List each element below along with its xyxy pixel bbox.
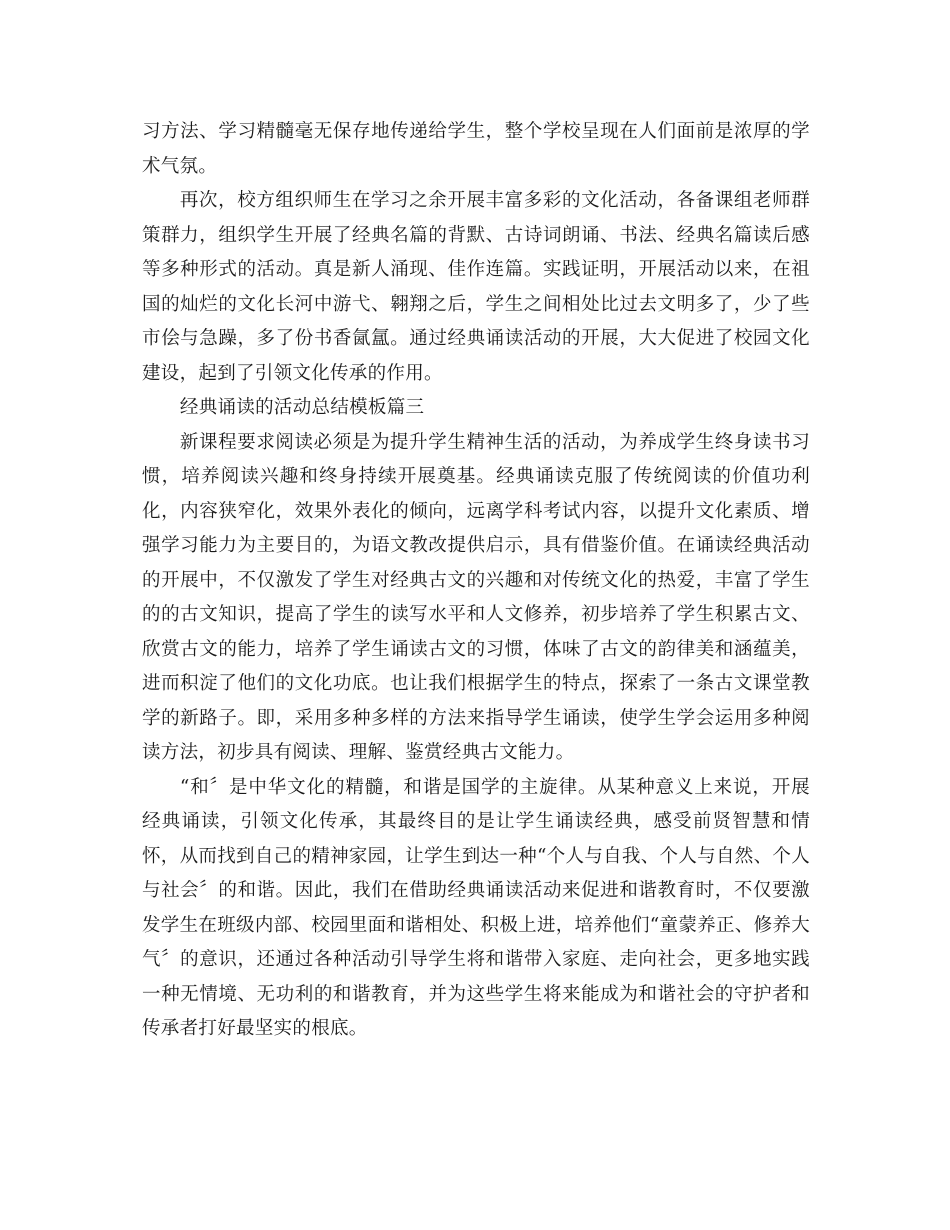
paragraph-new-curriculum: 新课程要求阅读必须是为提升学生精神生活的活动，为养成学生终身读书习惯，培养阅读兴趣和终身持续开展奠基。经典诵读克服了传统阅读的价值功利化，内容狭窄化，效果外表化的倾向，远离学科考试内容，以提升文化素质、增强学习能力为主要目的，为语文教改提供启示，具有借鉴价值。在诵读经典活动的开展中，不仅激发了学生对经典古文的兴趣和对传统文化的热爱，丰富了学生的的古文知识，提高了学生的读写水平和人文修养，初步培养了学生积累古文、欣赏古文的能力，培养了学生诵读古文的习惯，体味了古文的韵律美和涵蕴美，进而积淀了他们的文化功底。也让我们根据学生的特点，探索了一条古文课堂教学的新路子。即，采用多种多样的方法来指导学生诵读，使学生学会运用多种阅读方法，初步具有阅读、理解、鉴赏经典古文能力。: [142, 431, 810, 763]
paragraph-activities: 再次，校方组织师生在学习之余开展丰富多彩的文化活动，各备课组老师群策群力，组织学生开展了经典名篇的背默、古诗词朗诵、书法、经典名篇读后感等多种形式的活动。真是新人涌现、佳作连篇。实践证明，开展活动以来，在祖国的灿烂的文化长河中游弋、翱翔之后，学生之间相处比过去文明多了，少了些市侩与急躁，多了份书香氤氲。通过经典诵读活动的开展，大大促进了校园文化建设，起到了引领文化传承的作用。: [142, 190, 810, 384]
section-heading: 经典诵读的活动总结模板篇三: [179, 397, 425, 418]
paragraph-harmony: “和〞是中华文化的精髓，和谐是国学的主旋律。从某种意义上来说，开展经典诵读，引领文化传承，其最终目的是让学生诵读经典，感受前贤智慧和情怀，从而找到自己的精神家园，让学生到达一种“个人与自我、个人与自然、个人与社会〞的和谐。因此，我们在借助经典诵读活动来促进和谐教育时，不仅要激发学生在班级内部、校园里面和谐相处、积极上进，培养他们“童蒙养正、修养大气〞的意识，还通过各种活动引导学生将和谐带入家庭、走向社会，更多地实践一种无情境、无功利的和谐教育，并为这些学生将来能成为和谐社会的守护者和传承者打好最坚实的根底。: [142, 776, 810, 1039]
document-body: [142, 115, 810, 1047]
paragraph-continued: 习方法、学习精髓毫无保存地传递给学生，整个学校呈现在人们面前是浓厚的学术气氛。: [142, 121, 810, 177]
